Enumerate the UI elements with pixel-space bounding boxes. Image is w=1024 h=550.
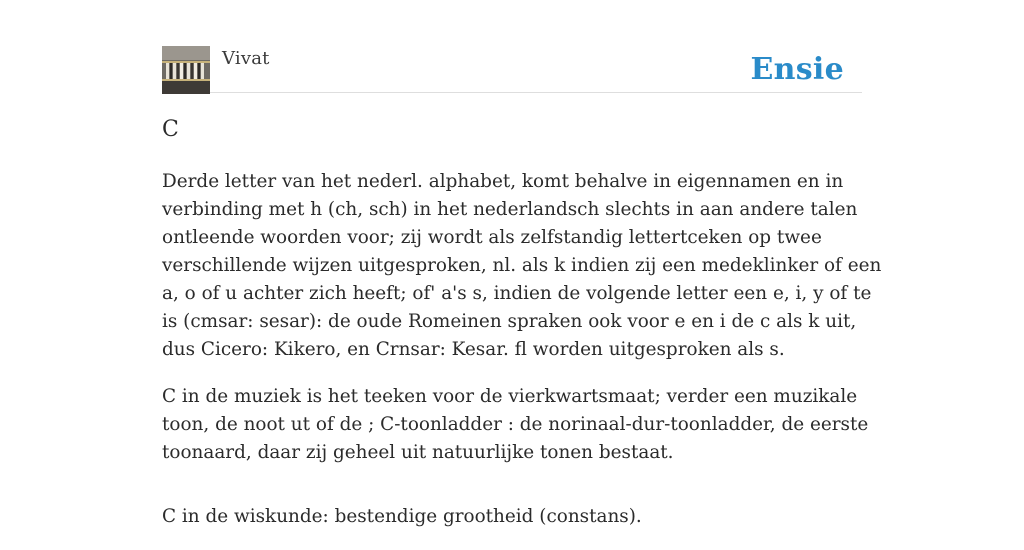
paragraph: Derde letter van het nederl. alphabet, komt behalve in eigennamen en in verbinding met h (ch, sch) in het nederlandsch slechts in aan andere talen ontleende woorden voor; zij wordt als zelfstandig lettertceken op twee verschillende wijzen uitgesproken, nl. als k indien zij een medeklinker of een a, o of u achter zich heeft; of' a's s, indien de volgende letter een e, i, y of te is (cmsar: sesar): de oude Romeinen spraken ook voor e en i de c als k uit, dus Cicero: Kikero, en Crnsar: Kesar. fl worden uitgesproken als s. (162, 171, 882, 360)
page-title: C (162, 117, 179, 142)
paragraph: C in de wiskunde: bestendige grootheid (constans). (162, 506, 642, 527)
source-avatar[interactable] (162, 46, 210, 94)
book-spines-avatar-icon (162, 46, 210, 94)
brand-logo[interactable]: Ensie (750, 52, 844, 87)
paragraph: C in de muziek is het teeken voor de vierkwartsmaat; verder een muzikale toon, de noot ut of de ; C-toonladder : de norinaal-dur-toonladder, de eerste toonaard, daar zij geheel uit natuurlijke tonen bestaat. (162, 386, 869, 463)
article-body (162, 168, 882, 550)
site-header (162, 46, 862, 93)
source-name[interactable]: Vivat (222, 48, 270, 69)
